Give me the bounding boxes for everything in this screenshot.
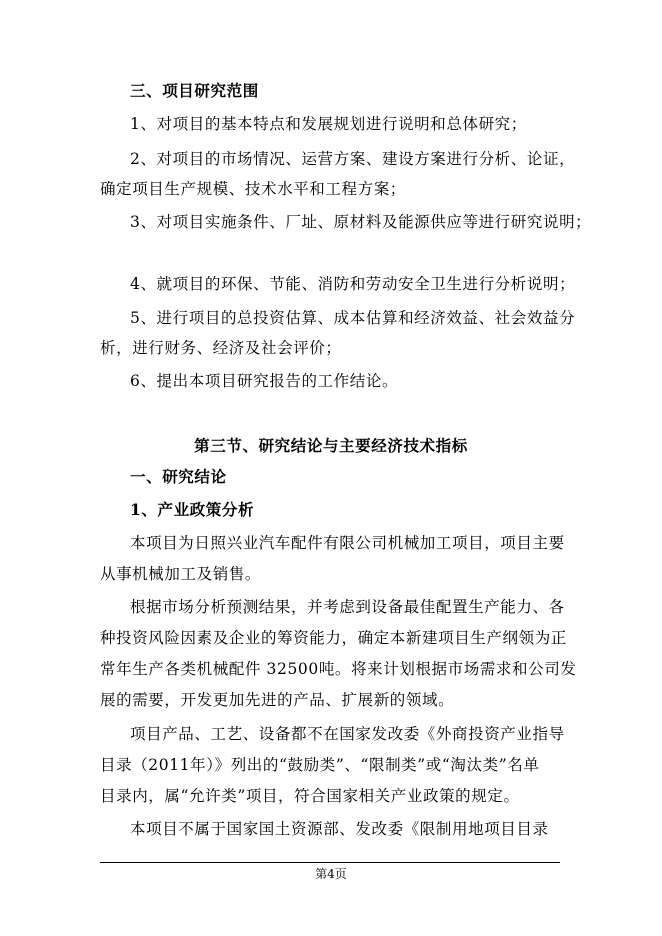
paragraph-3-line-1: 项目产品、工艺、设备都不在国家发改委《外商投资产业指导 — [130, 725, 565, 743]
page-number: 第4页 — [315, 867, 347, 881]
scope-item-2-line-2: 确定项目生产规模、技术水平和工程方案； — [100, 180, 406, 198]
scope-item-6: 6、提出本项目研究报告的工作结论。 — [130, 372, 399, 390]
paragraph-4-line-1: 本项目不属于国家国土资源部、发改委《限制用地项目目录 — [130, 820, 549, 838]
paragraph-3-line-2: 目录（2011年）》列出的“鼓励类”、“限制类”或“淘汰类”名单 — [100, 756, 540, 774]
paragraph-2-line-3: 常年生产各类机械配件 32500吨。将来计划根据市场需求和公司发 — [100, 660, 577, 678]
paragraph-1-line-1: 本项目为日照兴业汽车配件有限公司机械加工项目，项目主要 — [130, 534, 565, 552]
paragraph-3-line-3: 目录内，属“允许类”项目，符合国家相关产业政策的规定。 — [100, 787, 520, 805]
scope-item-3: 3、对项目实施条件、厂址、原材料及能源供应等进行研究说明； — [130, 213, 592, 231]
subheading-research-conclusion: 一、研究结论 — [130, 467, 227, 486]
scope-item-1: 1、对项目的基本特点和发展规划进行说明和总体研究； — [130, 115, 527, 133]
paragraph-1-line-2: 从事机械加工及销售。 — [100, 565, 262, 583]
scope-item-5-line-2: 析，进行财务、经济及社会评价； — [100, 339, 342, 357]
scope-item-2-line-1: 2、对项目的市场情况、运营方案、建设方案进行分析、论证， — [130, 150, 576, 168]
scope-item-5-line-1: 5、进行项目的总投资估算、成本估算和经济效益、社会效益分 — [130, 309, 576, 327]
paragraph-2-line-2: 种投资风险因素及企业的筹资能力，确定本新建项目生产纲领为正 — [100, 629, 567, 647]
section-heading-research-scope: 三、项目研究范围 — [130, 81, 259, 100]
subheading-industry-policy: 1、产业政策分析 — [130, 500, 255, 519]
paragraph-2-line-1: 根据市场分析预测结果，并考虑到设备最佳配置生产能力、各 — [130, 598, 565, 616]
scope-item-4: 4、就项目的环保、节能、消防和劳动安全卫生进行分析说明； — [130, 275, 576, 293]
footer-divider — [100, 862, 560, 863]
chapter-title: 第三节、研究结论与主要经济技术指标 — [194, 436, 468, 455]
paragraph-2-line-4: 展的需要，开发更加先进的产品、扩展新的领域。 — [100, 691, 455, 709]
